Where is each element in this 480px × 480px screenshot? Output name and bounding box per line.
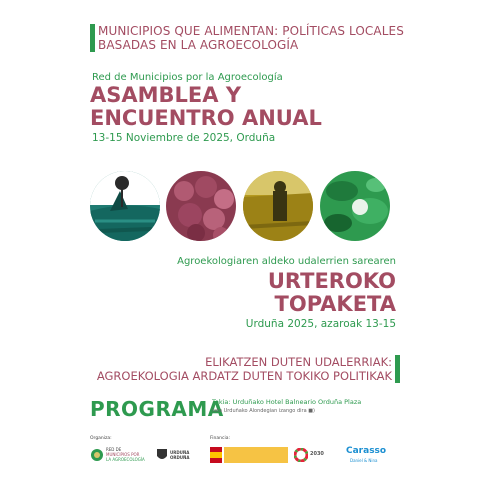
program-location-note: (eta Urduñako Alondegian izango dira ■) xyxy=(212,408,315,414)
sdg-wheel-icon xyxy=(294,448,308,462)
ministry-banner xyxy=(224,447,288,463)
header-title xyxy=(98,24,404,52)
basque-section-line: AGROEKOLOGIA ARDATZ DUTEN TOKIKO POLITIKAK xyxy=(96,369,392,383)
funding-label: Financia: xyxy=(210,436,230,441)
photo-leaves-green xyxy=(320,171,390,241)
photo-circles xyxy=(90,171,390,241)
logo-urduna xyxy=(156,446,200,464)
program-location: Tokia: Urduñako Hotel Balneario Orduña Plaza xyxy=(212,398,362,406)
accent-bar-top xyxy=(90,24,95,52)
logo-red-line: MUNICIPIOS POR xyxy=(106,452,140,457)
basque-date: Urduña 2025, azaroak 13-15 xyxy=(245,318,396,330)
spanish-subtitle: Red de Municipios por la Agroecología xyxy=(92,72,283,83)
photo-tree-teal xyxy=(90,171,160,241)
logo-carasso-sub: Daniel & Nina xyxy=(350,458,378,463)
accent-bar-middle xyxy=(395,355,400,383)
spanish-date: 13-15 Noviembre de 2025, Orduña xyxy=(92,132,276,144)
logo-red-line: RED DE xyxy=(106,447,122,452)
logo-agenda-2030 xyxy=(294,447,326,463)
poster xyxy=(78,10,406,472)
photo-field-olive xyxy=(243,171,313,241)
basque-subtitle: Agroekologiaren aldeko udalerrien sarearen xyxy=(177,256,396,267)
program-label: PROGRAMA xyxy=(90,397,224,421)
spanish-title-line: ASAMBLEA Y xyxy=(90,83,242,107)
logo-carasso-text: Carasso xyxy=(346,446,387,456)
organizers-label: Organiza: xyxy=(90,436,112,441)
header-title-line: MUNICIPIOS QUE ALIMENTAN: POLÍTICAS LOCALES xyxy=(98,24,404,38)
shield-icon xyxy=(156,448,168,462)
spanish-title xyxy=(90,84,322,130)
spanish-title-line: ENCUENTRO ANUAL xyxy=(90,106,322,130)
logo-2030-text: 2030 xyxy=(310,451,324,457)
photo-fruit-wine xyxy=(166,171,236,241)
basque-title-line: URTEROKO xyxy=(267,269,396,293)
logo-carasso xyxy=(346,444,402,466)
basque-title-line: TOPAKETA xyxy=(274,292,396,316)
basque-title xyxy=(268,270,396,316)
leaf-icon xyxy=(90,448,104,462)
logo-urduna-line: URDUÑA xyxy=(170,450,190,455)
logo-gobierno-espana xyxy=(210,447,290,463)
basque-section-title xyxy=(97,355,392,383)
logo-urduna-line: ORDUÑA xyxy=(170,455,190,460)
logo-red-municipios xyxy=(90,446,150,464)
header-title-line: BASADAS EN LA AGROECOLOGÍA xyxy=(98,38,299,52)
logo-red-line: LA AGROECOLOGÍA xyxy=(106,457,145,462)
basque-section-line: ELIKATZEN DUTEN UDALERRIAK: xyxy=(205,355,392,369)
